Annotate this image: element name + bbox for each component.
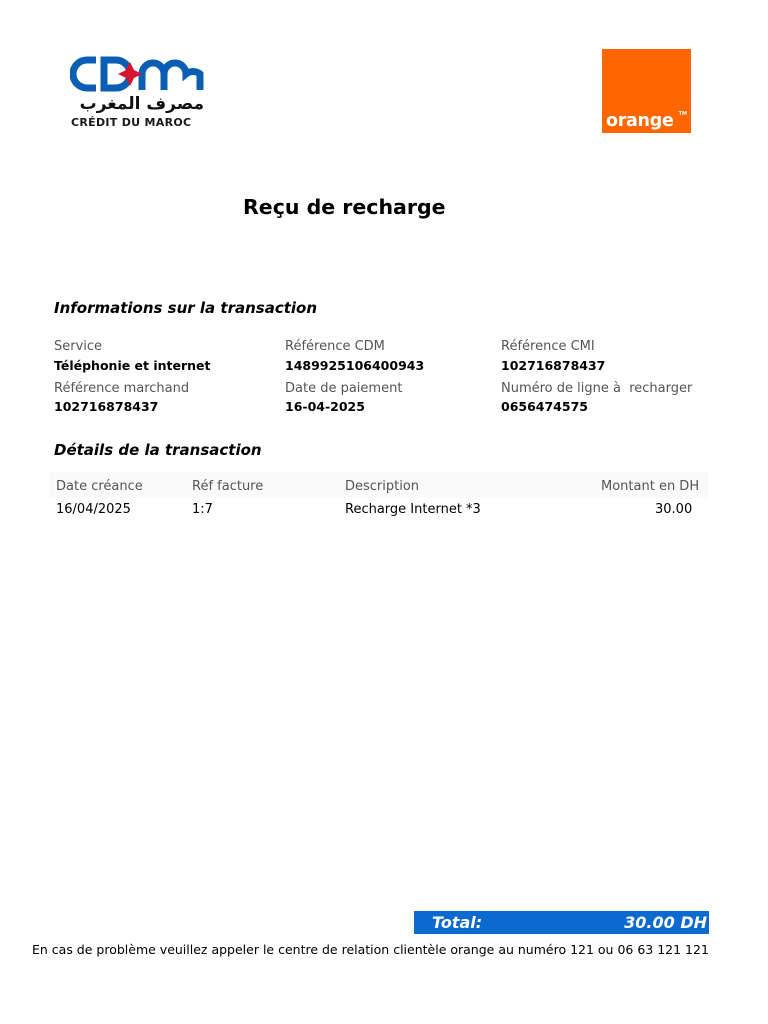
cdm-logo-mark	[70, 54, 204, 94]
reference-cmi-label: Référence CMI	[501, 339, 595, 354]
reference-cdm-label: Référence CDM	[285, 339, 385, 354]
total-value: 30.00 DH	[624, 913, 707, 932]
reference-marchand-label: Référence marchand	[54, 381, 190, 396]
service-value: Téléphonie et internet	[54, 358, 211, 373]
transaction-info-heading: Informations sur la transaction	[54, 299, 318, 317]
service-label: Service	[54, 339, 103, 354]
orange-wordmark: orange	[606, 111, 674, 131]
footer-note: En cas de problème veuillez appeler le centre de relation clientèle orange au numéro 121 ou 06 63 121 121	[32, 942, 709, 957]
transaction-details-heading: Détails de la transaction	[54, 441, 262, 459]
row-date-creance: 16/04/2025	[56, 502, 131, 517]
page-title: Reçu de recharge	[243, 195, 446, 219]
column-montant: Montant en DH	[601, 479, 700, 494]
cdm-latin-name: CRÉDIT DU MAROC	[71, 116, 192, 129]
orange-logo	[602, 49, 691, 133]
reference-marchand-value: 102716878437	[54, 399, 159, 414]
row-montant: 30.00	[655, 502, 693, 517]
total-bar	[414, 911, 709, 934]
row-description: Recharge Internet *3	[345, 502, 481, 517]
column-ref-facture: Réf facture	[192, 479, 264, 494]
date-paiement-label: Date de paiement	[285, 381, 403, 396]
reference-cdm-value: 1489925106400943	[285, 358, 425, 373]
numero-ligne-label: Numéro de ligne à recharger	[501, 381, 693, 396]
column-date-creance: Date créance	[56, 479, 143, 494]
reference-cmi-value: 102716878437	[501, 358, 606, 373]
cdm-arabic-name: مصرف المغرب	[79, 94, 204, 114]
numero-ligne-value: 0656474575	[501, 399, 588, 414]
date-paiement-value: 16-04-2025	[285, 399, 365, 414]
total-label: Total:	[432, 913, 483, 932]
column-description: Description	[345, 479, 420, 494]
orange-tm: TM	[678, 111, 687, 117]
row-ref-facture: 1:7	[192, 502, 213, 517]
